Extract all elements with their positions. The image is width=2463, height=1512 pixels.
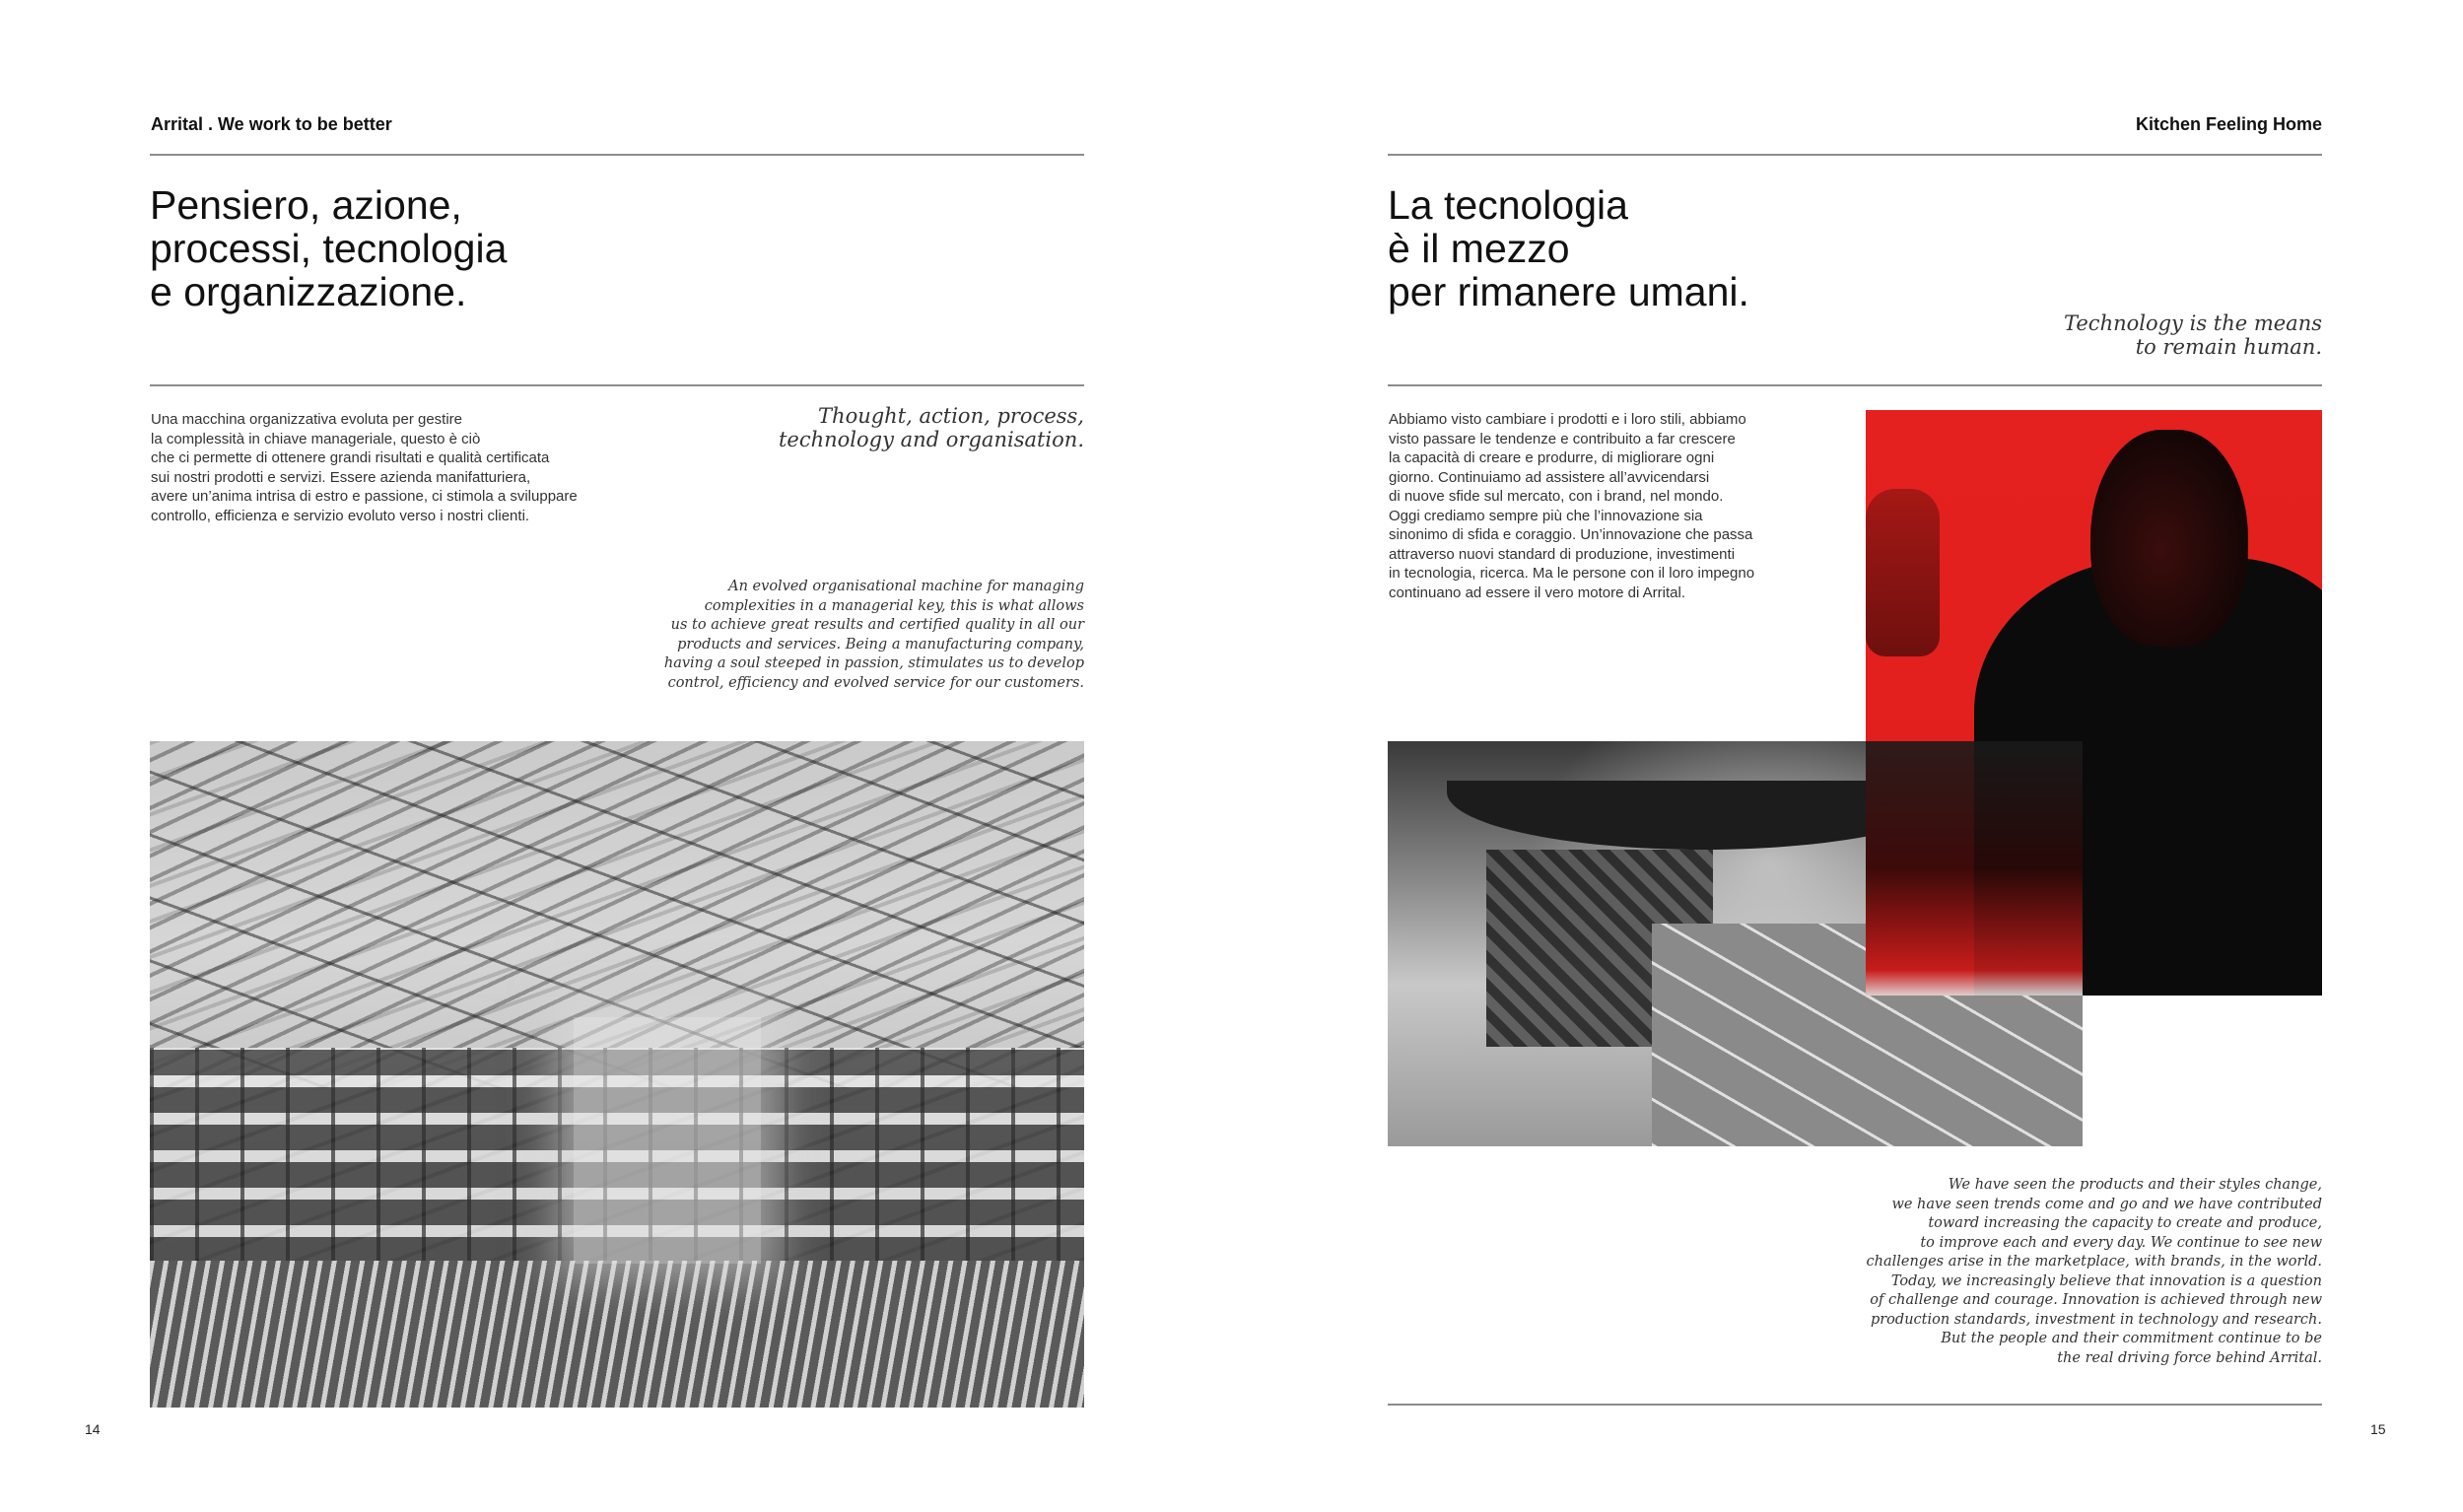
body-line: visto passare le tendenze e contribuito a far crescere [1389, 430, 1736, 447]
right-title-line: La tecnologia [1388, 182, 1628, 228]
body-line: giorno. Continuiamo ad assistere all’avvicendarsi [1389, 468, 1710, 486]
right-body-english [1866, 1176, 2322, 1368]
body-line: continuano ad essere il vero motore di Arrital. [1389, 584, 1685, 601]
left-top-rule [150, 154, 1084, 156]
body-line: Oggi crediamo sempre più che l’innovazione sia [1389, 507, 1703, 524]
right-header: Kitchen Feeling Home [2135, 114, 2322, 134]
body-line: having a soul steeped in passion, stimulates us to develop [663, 655, 1084, 671]
body-line: production standards, investment in technology and research. [1870, 1311, 2322, 1328]
right-subtitle-english [2064, 311, 2322, 359]
body-line: di nuove sfide sul mercato, con i brand, nel mondo. [1389, 488, 1724, 505]
portrait-overlap-strip [1866, 741, 2083, 996]
body-line: avere un’anima intrisa di estro e passione, ci stimola a sviluppare [151, 488, 578, 505]
body-line: attraverso nuovi standard di produzione, investimenti [1389, 545, 1736, 563]
left-mid-rule [150, 384, 1084, 386]
body-line: of challenge and courage. Innovation is achieved through new [1870, 1292, 2322, 1308]
body-line: the real driving force behind Arrital. [2057, 1349, 2322, 1366]
body-line: in tecnologia, ricerca. Ma le persone con il loro impegno [1389, 565, 1755, 582]
warehouse-photo [150, 741, 1084, 1408]
body-line: la complessità in chiave manageriale, questo è ciò [151, 430, 481, 447]
right-title-line: è il mezzo [1388, 226, 1570, 271]
right-bottom-rule [1388, 1404, 2322, 1406]
body-line: sinonimo di sfida e coraggio. Un’innovazione che passa [1389, 526, 1753, 543]
left-subtitle-english [779, 404, 1084, 451]
warehouse-moving-shuttle [574, 1017, 761, 1264]
right-top-rule [1388, 154, 2322, 156]
right-mid-rule [1388, 384, 2322, 386]
body-line: products and services. Being a manufacturing company, [677, 636, 1084, 653]
body-line: controllo, efficienza e servizio evoluto verso i nostri clienti. [151, 507, 530, 524]
body-line: challenges arise in the marketplace, with brands, in the world. [1866, 1254, 2322, 1270]
body-line: to improve each and every day. We continue to see new [1920, 1234, 2322, 1251]
body-line: We have seen the products and their styles change, [1948, 1177, 2322, 1193]
body-line: Una macchina organizzativa evoluta per gestire [151, 411, 463, 428]
body-line: sui nostri prodotti e servizi. Essere azienda manifatturiera, [151, 468, 531, 486]
subtitle-line: Thought, action, process, [818, 404, 1084, 428]
subtitle-line: to remain human. [2135, 335, 2322, 359]
body-line: Abbiamo visto cambiare i prodotti e i loro stili, abbiamo [1389, 411, 1746, 428]
left-title-line: Pensiero, azione, [150, 182, 462, 228]
body-line: toward increasing the capacity to create and produce, [1928, 1215, 2322, 1231]
left-title-line: e organizzazione. [150, 269, 467, 314]
body-line: us to achieve great results and certified quality in all our [670, 617, 1084, 633]
body-line: la capacità di creare e produrre, di migliorare ogni [1389, 449, 1715, 466]
left-body-italian [151, 410, 578, 525]
body-line: Today, we increasingly believe that innovation is a question [1890, 1272, 2322, 1289]
left-body-english [664, 578, 1084, 693]
right-body-italian [1389, 410, 1754, 602]
body-line: But the people and their commitment continue to be [1941, 1331, 2322, 1346]
right-title [1388, 183, 1749, 313]
right-title-line: per rimanere umani. [1388, 269, 1749, 314]
body-line: control, efficiency and evolved service for our customers. [667, 674, 1084, 691]
subtitle-line: Technology is the means [2064, 311, 2322, 335]
left-header: Arrital . We work to be better [151, 114, 392, 134]
left-title [150, 183, 507, 313]
warehouse-conveyor [150, 1261, 1084, 1408]
page-number-left: 14 [85, 1421, 101, 1437]
left-title-line: processi, tecnologia [150, 226, 508, 271]
body-line: An evolved organisational machine for managing [728, 579, 1084, 594]
body-line: complexities in a managerial key, this is what allows [704, 597, 1084, 614]
red-portrait-photo [1866, 410, 2322, 996]
body-line: che ci permette di ottenere grandi risultati e qualità certificata [151, 449, 550, 466]
body-line: we have seen trends come and go and we have contributed [1891, 1196, 2322, 1212]
portrait-hand [1866, 489, 1940, 656]
portrait-head [2090, 430, 2248, 647]
page-number-right: 15 [2370, 1421, 2386, 1437]
subtitle-line: technology and organisation. [778, 428, 1084, 451]
